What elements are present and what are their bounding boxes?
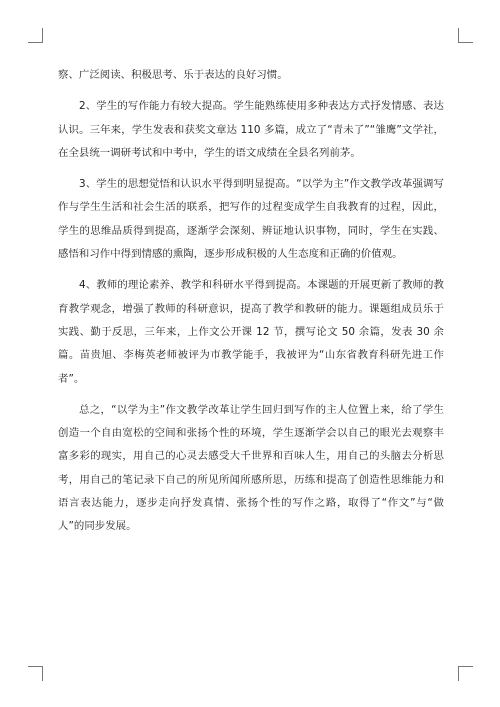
paragraph-thinking-level: 3、学生的思想觉悟和认识水平得到明显提高。“以学为主”作文教学改革强调写作与学生生活和社会生活的联系，把写作的过程变成学生自我教育的过程，因此，学生的思维品质得到提高，逐渐学会深刻、辨证地认识事物，同时，学生在实践、感悟和习作中得到情感的熏陶，逐步形成积极的人生态度和正确的价值观。 xyxy=(58,178,444,261)
crop-mark-top-right xyxy=(458,28,473,43)
crop-mark-bottom-right xyxy=(458,666,473,681)
crop-mark-bottom-left xyxy=(28,666,43,681)
document-body xyxy=(58,64,444,547)
paragraph-writing-ability: 2、学生的写作能力有较大提高。学生能熟练使用多种表达方式抒发情感、表达认识。三年来，学生发表和获奖文章达 110 多篇，成立了“青未了”“雏鹰”文学社，在全县统一调研考试和中考中，学生的语文成绩在全县名列前茅。 xyxy=(58,100,444,159)
crop-mark-top-left xyxy=(28,28,43,43)
paragraph-summary: 总之，“以学为主”作文教学改革让学生回归到写作的主人位置上来，给了学生创造一个自由宽松的空间和张扬个性的环境，学生逐渐学会以自己的眼光去观察丰富多彩的现实，用自己的心灵去感受大千世界和百味人生，用自己的头脑去分析思考，用自己的笔记录下自己的所见所闻所感所思，历练和提高了创造性思维能力和语言表达能力，逐步走向抒发真情、张扬个性的写作之路，取得了“作文”与“做人”的同步发展。 xyxy=(58,403,444,533)
paragraph-teacher-quality: 4、教师的理论素养、教学和科研水平得到提高。本课题的开展更新了教师的教育教学观念，增强了教师的科研意识，提高了教学和教研的能力。课题组成员乐于实践、勤于反思，三年来，上作文公开课 12 节，撰写论文 50 余篇，发表 30 余篇。苗贵旭、李梅英老师被评为市教学能手，我被评为“山东省教育科研先进工作者”。 xyxy=(58,279,444,385)
paragraph-continuation: 察、广泛阅读、积极思考、乐于表达的良好习惯。 xyxy=(58,69,288,81)
